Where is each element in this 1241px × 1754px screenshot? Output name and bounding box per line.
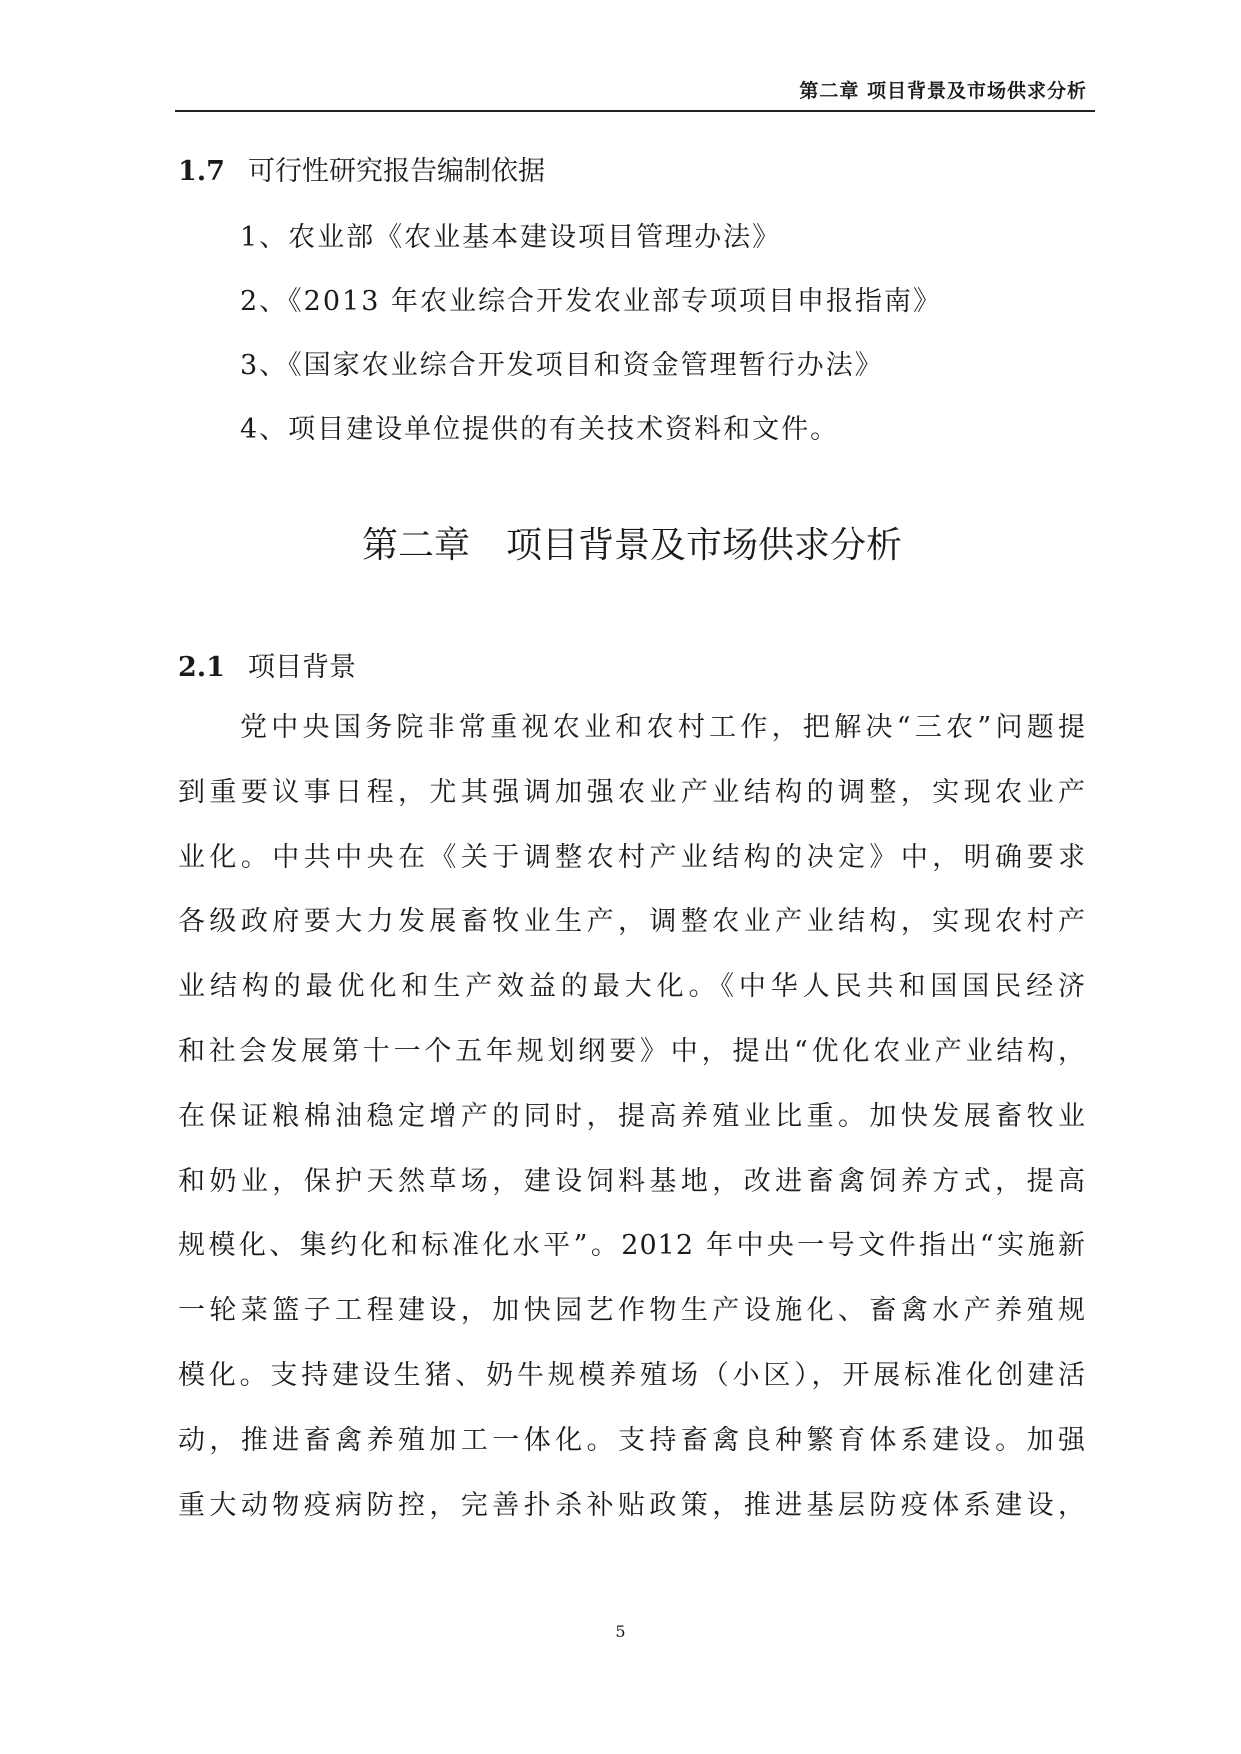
paragraph-line: 动，推进畜禽养殖加工一体化。支持畜禽良种繁育体系建设。加强 xyxy=(178,1424,1086,1456)
chapter-title: 第二章 项目背景及市场供求分析 xyxy=(361,525,902,566)
paragraph-line: 一轮菜篮子工程建设，加快园艺作物生产设施化、畜禽水产养殖规 xyxy=(178,1295,1086,1327)
list-item: 3、《国家农业综合开发项目和资金管理暂行办法》 xyxy=(240,350,884,381)
section-heading-2-1 xyxy=(178,646,1086,690)
paragraph-line: 党中央国务院非常重视农业和农村工作，把解决“三农”问题提 xyxy=(240,712,1086,743)
paragraph-line: 模化。支持建设生猪、奶牛规模养殖场（小区），开展标准化创建活 xyxy=(178,1359,1086,1391)
list-item: 1、农业部《农业基本建设项目管理办法》 xyxy=(240,222,782,253)
paragraph-line: 业化。中共中央在《关于调整农村产业结构的决定》中，明确要求 xyxy=(178,841,1086,873)
paragraph-line: 和奶业，保护天然草场，建设饲料基地，改进畜禽饲养方式，提高 xyxy=(178,1165,1086,1197)
paragraph-line: 和社会发展第十一个五年规划纲要》中，提出“优化农业产业结构， xyxy=(178,1035,1086,1067)
running-title: 第二章 项目背景及市场供求分析 xyxy=(799,80,1087,102)
paragraph-line: 重大动物疫病防控，完善扑杀补贴政策，推进基层防疫体系建设， xyxy=(178,1489,1086,1521)
paragraph-line: 业结构的最优化和生产效益的最大化。《中华人民共和国国民经济 xyxy=(178,971,1086,1003)
page-number: 5 xyxy=(615,1622,626,1641)
section-title: 可行性研究报告编制依据 xyxy=(248,156,545,187)
section-title: 项目背景 xyxy=(248,652,356,683)
paragraph-line: 各级政府要大力发展畜牧业生产，调整农业产业结构，实现农村产 xyxy=(178,906,1086,938)
section-heading-1-7 xyxy=(178,150,1086,194)
page-header xyxy=(175,72,1095,112)
list-item: 2、《2013 年农业综合开发农业部专项项目申报指南》 xyxy=(240,286,942,317)
document-body xyxy=(178,150,1086,1538)
paragraph-line: 规模化、集约化和标准化水平”。2012 年中央一号文件指出“实施新 xyxy=(178,1230,1086,1262)
paragraph-line: 到重要议事日程，尤其强调加强农业产业结构的调整，实现农业产 xyxy=(178,776,1086,808)
section-number: 2.1 xyxy=(178,652,225,683)
paragraph-line: 在保证粮棉油稳定增产的同时，提高养殖业比重。加快发展畜牧业 xyxy=(178,1100,1086,1132)
list-item: 4、项目建设单位提供的有关技术资料和文件。 xyxy=(240,414,840,445)
section-number: 1.7 xyxy=(178,156,225,187)
